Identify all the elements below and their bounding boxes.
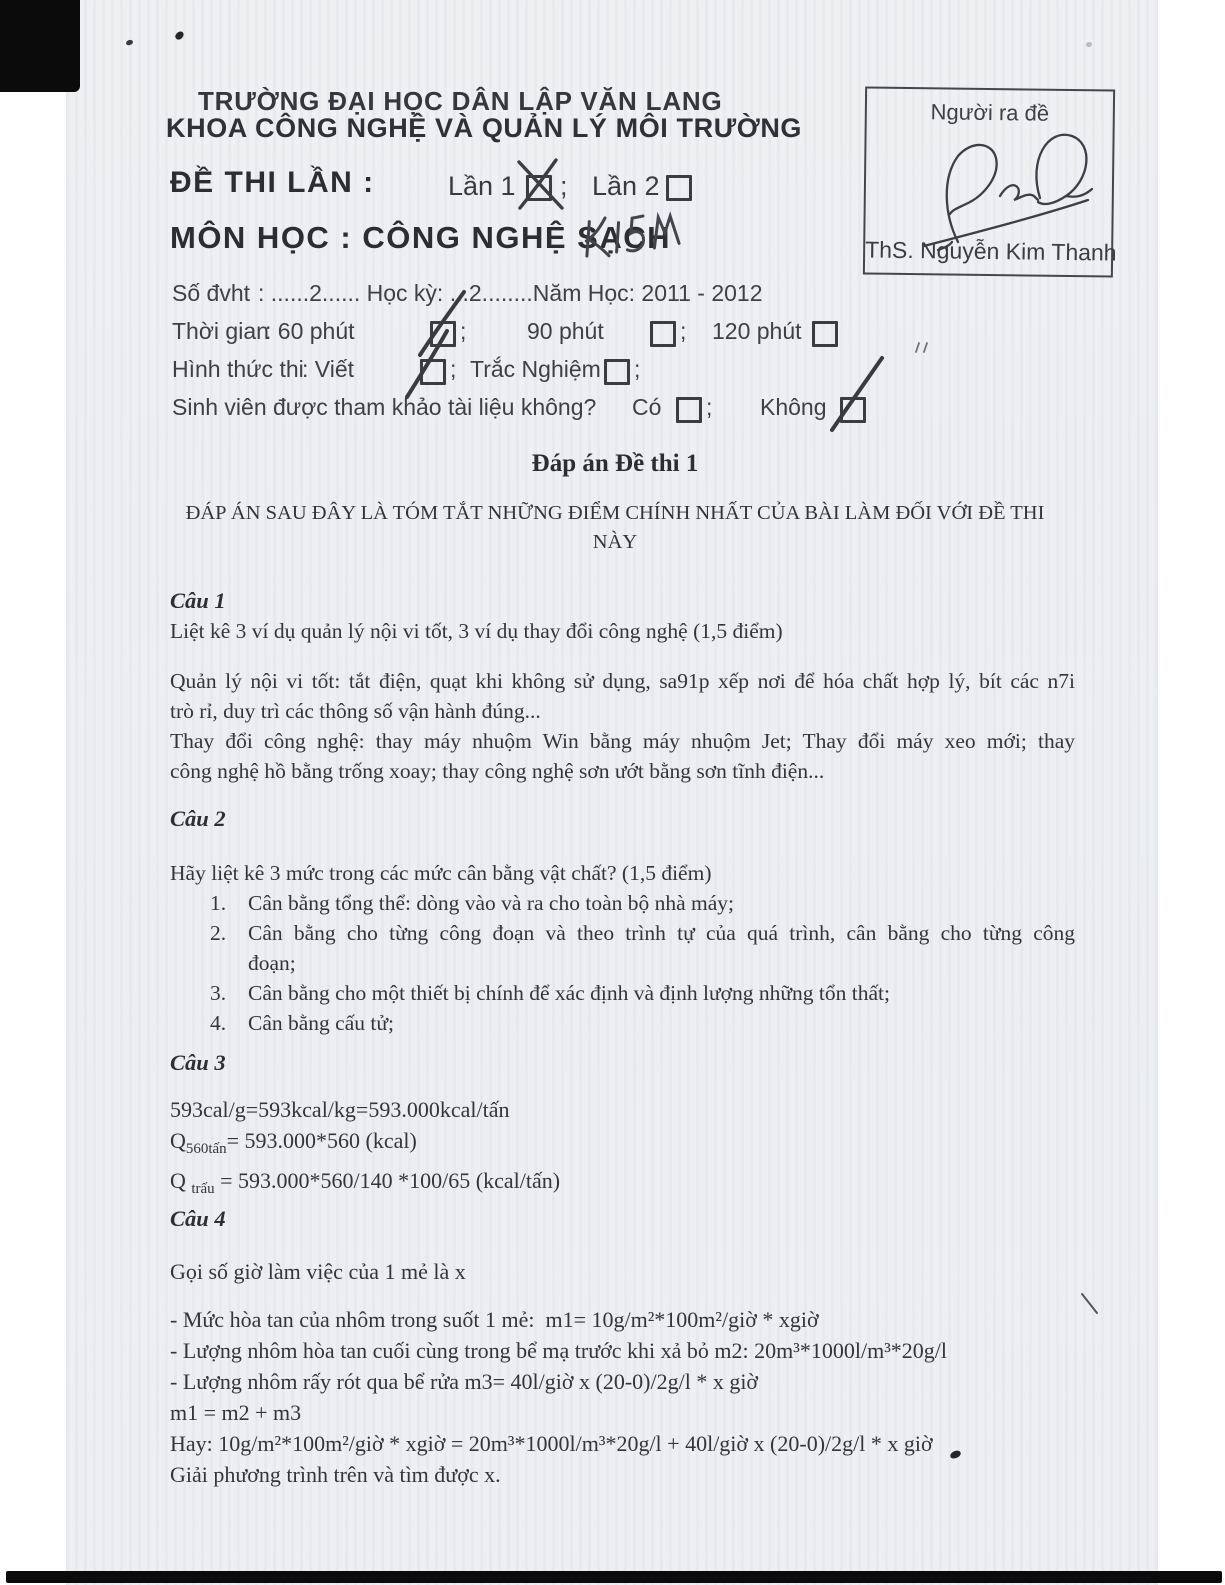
cau3-heading: Câu 3: [170, 1050, 226, 1075]
materials-yes-label: Có: [632, 394, 662, 420]
faculty-name: KHOA CÔNG NGHỆ VÀ QUẢN LÝ MÔI TRƯỜNG: [166, 113, 803, 143]
list-item: [210, 888, 1075, 918]
cau4-solution: [170, 1304, 1075, 1490]
examiner-signature-box: [863, 86, 1115, 277]
separator-semicolon: ;: [560, 171, 568, 201]
duration-label: Thời gian: [172, 318, 269, 344]
exam-round-1-checkbox: [526, 175, 552, 201]
list-item-text: Cân bằng cho từng công đoạn và theo trình tự của quá trình, cân bằng cho từng công: [248, 921, 1075, 945]
exam-round-option-2-label: Lần 2: [592, 171, 660, 201]
format-label: Hình thức thi: [172, 356, 304, 382]
credits-label: Số đvht: [172, 280, 250, 306]
exam-round-option-1-label: Lần 1: [448, 171, 516, 201]
duration-option-90: 90 phút: [527, 318, 604, 344]
subject-label: MÔN HỌC : CÔNG NGHỆ SẠCH: [170, 220, 671, 255]
answer-key-subtitle-line2: NÀY: [592, 531, 638, 553]
list-item-text: Cân bằng cho một thiết bị chính để xác định và định lượng những tổn thất;: [248, 981, 890, 1005]
solution-line: - Lượng nhôm hòa tan cuối cùng trong bể mạ trước khi xả bỏ m2: 20m³*1000l/m³*20g/l: [170, 1338, 948, 1363]
duration-option-60: : 60 phút: [265, 318, 355, 344]
list-item-text: Cân bằng cấu tử;: [248, 1011, 394, 1035]
solution-line: Hay: 10g/m²*100m²/giờ * xgiờ = 20m³*1000l/m³*20g/l + 40l/giờ x (20-0)/2g/l * x giờ: [170, 1431, 933, 1456]
scanner-edge-artifact-top-left: [0, 0, 80, 92]
solution-line: Giải phương trình trên và tìm được x.: [170, 1462, 501, 1487]
cau4-heading: Câu 4: [170, 1206, 226, 1231]
answer-key-title-wrap: [150, 450, 1080, 478]
answer-text-line: trò rỉ, duy trì các thông số vận hành đúng...: [170, 699, 541, 723]
exam-round-2-checkbox: [666, 175, 692, 201]
materials-no-label: Không: [760, 394, 827, 420]
cau2-answer-list: [210, 888, 1075, 1038]
solution-line: - Lượng nhôm rấy rót qua bể rửa m3= 40l/giờ x (20-0)/2g/l * x giờ: [170, 1369, 759, 1394]
solution-line: - Mức hòa tan của nhôm trong suốt 1 mẻ: m1= 10g/m²*100m²/giờ * xgiờ: [170, 1307, 819, 1332]
separator-semicolon: ;: [706, 394, 713, 420]
duration-120-checkbox: [812, 321, 838, 347]
answer-key-title: Đáp án Đề thi 1: [531, 450, 699, 477]
cau3-formulas: [170, 1094, 1075, 1205]
separator-semicolon: ;: [680, 318, 687, 344]
exam-round-label: ĐỀ THI LẦN :: [170, 166, 375, 199]
list-item: [210, 918, 1075, 948]
cau4-intro: Gọi số giờ làm việc của 1 mẻ là x: [170, 1259, 466, 1284]
ink-speck: [1086, 42, 1092, 47]
list-item-text: Cân bằng tổng thể: dòng vào và ra cho toàn bộ nhà máy;: [248, 891, 735, 915]
duration-60-checkbox: [430, 321, 456, 347]
cau2-heading: Câu 2: [170, 806, 226, 831]
format-option-multiple-choice: Trắc Nghiệm: [470, 356, 601, 382]
cau1-question: Liệt kê 3 ví dụ quản lý nội vi tốt, 3 ví dụ thay đổi công nghệ (1,5 điểm): [170, 619, 783, 643]
format-option-written: : Viết: [302, 356, 354, 382]
formula-line: $Q_{560tấn}= 593.000*560$ (kcal): [170, 1128, 417, 1157]
materials-yes-checkbox: [676, 397, 702, 423]
university-name: TRƯỜNG ĐẠI HỌC DÂN LẬP VĂN LANG: [198, 86, 723, 116]
formula-line: 593cal/g=593kcal/kg=593.000kcal/tấn: [170, 1097, 510, 1122]
solution-line: m1 = m2 + m3: [170, 1400, 302, 1425]
list-item-text: đoạn;: [248, 951, 296, 975]
duration-option-120: 120 phút: [712, 318, 802, 344]
examiner-box-title: Người ra đề: [930, 99, 1050, 126]
list-item: [210, 948, 1075, 978]
answer-key-subtitle-line1-wrap: [150, 502, 1080, 525]
separator-semicolon: ;: [634, 356, 641, 382]
separator-semicolon: ;: [450, 356, 457, 382]
cau1-heading: Câu 1: [170, 588, 226, 613]
formula-line: Q $_{trấu}$ = 593.000*560/140 *100/65 (kcal/tấn): [170, 1168, 561, 1197]
list-item-number: 3.: [210, 981, 227, 1005]
examiner-name: ThS. Nguyễn Kim Thanh: [865, 236, 1117, 266]
format-multiple-choice-checkbox: [604, 359, 630, 385]
duration-90-checkbox: [650, 321, 676, 347]
list-item-number: [210, 948, 248, 978]
separator-semicolon: ;: [460, 318, 467, 344]
scanner-edge-artifact-bottom: [6, 1571, 1222, 1583]
format-written-checkbox: [420, 359, 446, 385]
list-item-number: 4.: [210, 1011, 227, 1035]
cau2-question: Hãy liệt kê 3 mức trong các mức cân bằng vật chất? (1,5 điểm): [170, 861, 712, 885]
list-item: [210, 978, 1075, 1008]
list-item-number: 2.: [210, 921, 227, 945]
materials-question: Sinh viên được tham khảo tài liệu không?: [172, 394, 597, 420]
answer-text-line: Thay đổi công nghệ: thay máy nhuộm Win bằng máy nhuộm Jet; Thay đổi máy xeo mới; thay: [170, 729, 1075, 753]
materials-no-checkbox: [840, 397, 866, 423]
list-item: [210, 1008, 1075, 1038]
answer-key-subtitle-line2-wrap: [150, 531, 1080, 554]
answer-key-subtitle-line1: ĐÁP ÁN SAU ĐÂY LÀ TÓM TẮT NHỮNG ĐIỂM CHÍNH NHẤT CỦA BÀI LÀM ĐỐI VỚI ĐỀ THI: [185, 502, 1045, 524]
answer-text-line: Quản lý nội vi tốt: tắt điện, quạt khi không sử dụng, sa91p xếp nơi để hóa chất hợp lý, bít các n7i: [170, 669, 1075, 693]
list-item-number: 1.: [210, 891, 227, 915]
cau1-answer: [170, 666, 1075, 786]
answer-text-line: công nghệ hồ bằng trống xoay; thay công nghệ sơn ướt bằng sơn tĩnh điện...: [170, 759, 825, 783]
credits-value: : ......2...... Học kỳ: ...2........Năm Học: 2011 - 2012: [258, 280, 763, 306]
